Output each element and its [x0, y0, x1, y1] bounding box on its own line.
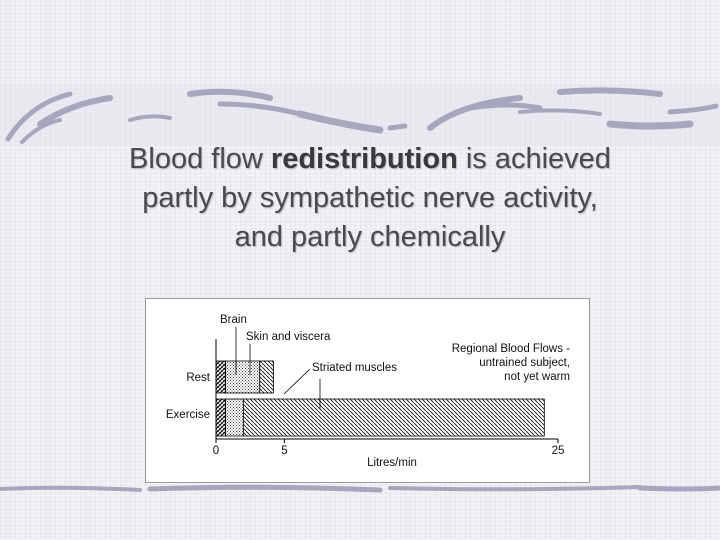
title-text-before: Blood flow [129, 143, 271, 175]
title-line-1 [40, 140, 700, 179]
title-bold-word: redistribution [270, 143, 458, 175]
x-tick-label: 25 [551, 445, 565, 457]
title-line-3: and partly chemically [234, 221, 506, 253]
series-label-striated-muscles: Striated muscles [312, 362, 398, 374]
bar-rest-brain [216, 361, 226, 393]
x-tick-label: 0 [212, 445, 220, 457]
slide-title [40, 140, 700, 257]
series-label-skin-and-viscera: Skin and viscera [246, 331, 331, 343]
blood-flow-chart [146, 299, 589, 482]
category-label-exercise: Exercise [165, 409, 210, 421]
bar-rest-striated-muscles [260, 361, 274, 393]
bar-exercise-striated-muscles [243, 399, 544, 436]
chart-title-line: untrained subject, [479, 357, 570, 369]
decorative-banner-bottom [0, 482, 720, 496]
decorative-banner-top [0, 84, 720, 146]
bar-rest-skin-and-viscera [226, 361, 260, 393]
bar-exercise-brain [216, 399, 226, 436]
x-tick-label: 5 [281, 445, 288, 457]
chart-container [145, 298, 590, 483]
category-label-rest: Rest [186, 372, 210, 384]
title-text-after: is achieved [457, 143, 611, 175]
chart-title-line: not yet warm [504, 371, 570, 383]
chart-title-line: Regional Blood Flows - [451, 343, 570, 355]
bar-exercise-skin-and-viscera [226, 399, 244, 436]
x-axis-label: Litres/min [367, 457, 417, 469]
series-leader-line [284, 369, 310, 394]
title-line-2: partly by sympathetic nerve activity, [142, 182, 598, 214]
series-label-brain: Brain [220, 314, 247, 326]
